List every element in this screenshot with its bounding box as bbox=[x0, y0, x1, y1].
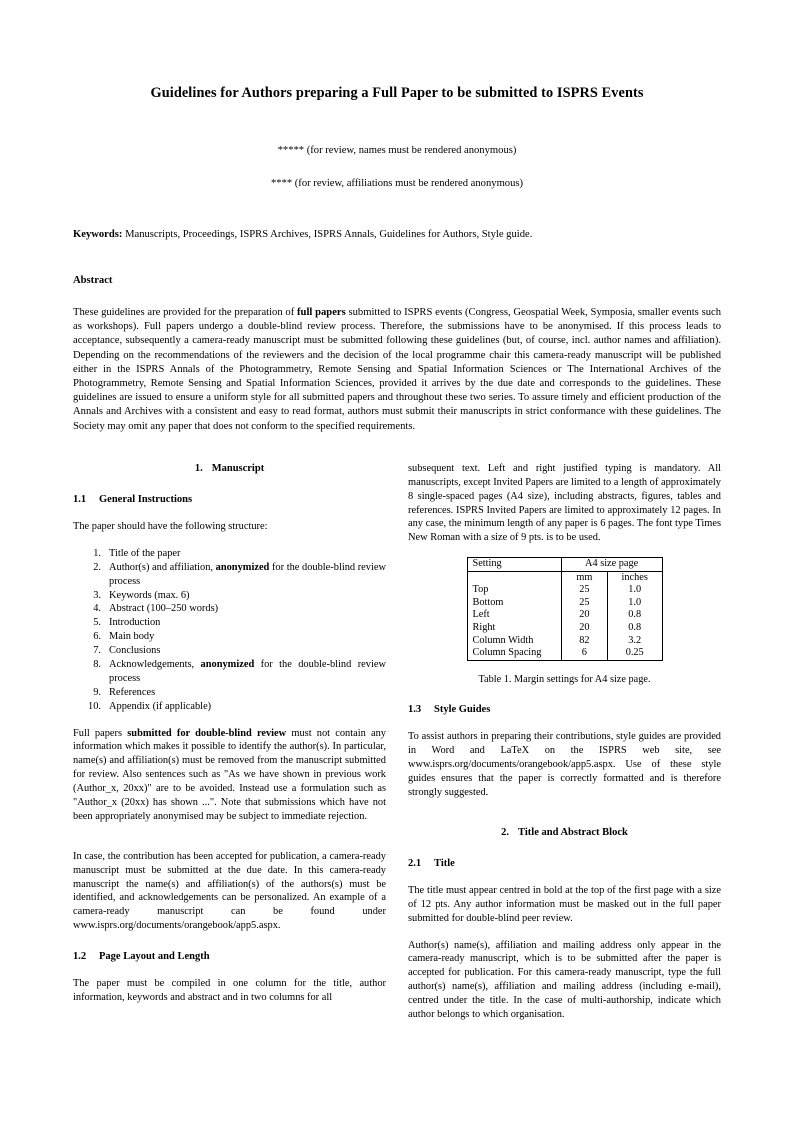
list-item-text: Author(s) and affiliation, bbox=[109, 561, 216, 573]
section-2-title: Title and Abstract Block bbox=[518, 826, 628, 838]
table-cell-inches: 3.2 bbox=[607, 635, 662, 648]
table-row bbox=[467, 622, 662, 635]
section-2-number: 2. bbox=[501, 826, 510, 838]
left-column bbox=[73, 462, 386, 1005]
anonymous-names-note: ***** (for review, names must be rendered anonymous) bbox=[277, 144, 517, 156]
list-item bbox=[73, 561, 386, 589]
table-units-blank bbox=[467, 571, 561, 584]
page-content bbox=[73, 85, 721, 1022]
list-item bbox=[73, 602, 386, 616]
author-rules-paragraph: Author(s) name(s), affiliation and mailing address only appear in the camera-ready manuscript, which is to be submitted after the paper is accepted for publication. For this camera-ready manuscript, type the full author(s) name(s), affiliation and mailing address (including e-mail), centred under the title. In the case of multi-authorship, indicate which author belongs to which organisation. bbox=[408, 939, 721, 1020]
page-layout-paragraph: The paper must be compiled in one column for the title, author information, keywords and abstract and in two columns for all bbox=[73, 978, 386, 1004]
table-cell-setting: Bottom bbox=[467, 597, 561, 610]
list-item bbox=[73, 700, 386, 714]
table-units-inches: inches bbox=[607, 571, 662, 584]
subsection-1-2-number: 1.2 bbox=[73, 951, 87, 963]
two-column-body bbox=[73, 462, 721, 1022]
double-blind-post: must not contain any information which makes it possible to identify the author(s). In particular, name(s) and affiliation(s) must be removed from the manuscript submitted for review. Also sentences such as "As we have shown in previous work (Author_x, 20xx)" are to be avoided. Instead use a formulation such as "Author_x (20xx) has shown ...". Note that submissions which have not been appropriately anonymised may be subject to immediate rejection. bbox=[73, 727, 387, 822]
camera-ready-paragraph: In case, the contribution has been accepted for publication, a camera-ready manuscript must be submitted at the due date. In this camera-ready manuscript the name(s) and affiliation(s) of the authors(s) must be identified, and acknowledgements can be personalized. An example of a camera-ready manuscript can be found under www.isprs.org/documents/orangebook/app5.aspx. bbox=[73, 850, 386, 932]
list-item-text: Appendix (if applicable) bbox=[109, 700, 212, 712]
table-header-row-units bbox=[467, 571, 662, 584]
section-1-title: Manuscript bbox=[211, 462, 265, 474]
table-cell-setting: Left bbox=[467, 609, 561, 622]
list-item-text-post: for the double-blind review process bbox=[109, 658, 386, 684]
anonymous-affiliations-note: **** (for review, affiliations must be rendered anonymous) bbox=[270, 177, 524, 189]
list-item-text: Abstract (100–250 words) bbox=[109, 603, 219, 615]
list-item-text: References bbox=[109, 686, 156, 698]
subsection-2-1-number: 2.1 bbox=[408, 857, 422, 869]
table-cell-setting: Right bbox=[467, 622, 561, 635]
list-item-text: Conclusions bbox=[109, 645, 161, 657]
section-heading-1 bbox=[73, 462, 386, 476]
abstract-text-part1: These guidelines are provided for the preparation of bbox=[73, 306, 298, 318]
structure-intro-paragraph: The paper should have the following structure: bbox=[73, 520, 268, 532]
table-header-row-primary bbox=[467, 558, 662, 572]
subsection-1-3-number: 1.3 bbox=[408, 704, 422, 716]
list-item bbox=[73, 589, 386, 603]
table-cell-inches: 0.8 bbox=[607, 609, 662, 622]
list-item bbox=[73, 686, 386, 700]
keywords-text: Manuscripts, Proceedings, ISPRS Archives, ISPRS Annals, Guidelines for Authors, Style guide. bbox=[125, 229, 533, 241]
table-header-setting: Setting bbox=[467, 558, 561, 572]
subsection-heading-1-3 bbox=[408, 703, 721, 717]
table-cell-inches: 1.0 bbox=[607, 584, 662, 597]
title-rules-paragraph: The title must appear centred in bold at the top of the first page with a size of 12 pts. Any author information must be masked out in the full paper submitted for double-blind peer review. bbox=[408, 884, 721, 924]
list-item bbox=[73, 547, 386, 561]
table-row bbox=[467, 609, 662, 622]
table-cell-mm: 25 bbox=[561, 597, 607, 610]
double-blind-paragraph bbox=[73, 727, 386, 824]
list-item-text: Acknowledgements, bbox=[109, 658, 201, 670]
list-item-text: Keywords (max. 6) bbox=[109, 589, 190, 601]
section-1-number: 1. bbox=[194, 462, 203, 474]
double-blind-pre: Full papers bbox=[73, 727, 128, 739]
subsection-1-2-title: Page Layout and Length bbox=[99, 951, 210, 963]
subsection-heading-1-1 bbox=[73, 493, 386, 507]
list-item bbox=[73, 616, 386, 630]
abstract-heading: Abstract bbox=[73, 274, 113, 286]
list-item bbox=[73, 658, 386, 686]
table-cell-mm: 20 bbox=[561, 622, 607, 635]
section-heading-2 bbox=[408, 826, 721, 840]
list-item-text: Introduction bbox=[109, 617, 161, 629]
table-units-mm: mm bbox=[561, 571, 607, 584]
subsection-2-1-title: Title bbox=[434, 857, 455, 869]
list-item-text: Title of the paper bbox=[109, 547, 181, 559]
abstract-body bbox=[73, 306, 721, 434]
subsection-1-1-title: General Instructions bbox=[99, 493, 193, 505]
list-item-bold: anonymized bbox=[215, 561, 270, 573]
double-blind-bold: submitted for double-blind review bbox=[127, 727, 287, 739]
margin-settings-table bbox=[467, 557, 663, 660]
subsection-heading-2-1 bbox=[408, 857, 721, 871]
table-cell-inches: 1.0 bbox=[607, 597, 662, 610]
paper-structure-list bbox=[73, 547, 386, 714]
subsection-1-3-title: Style Guides bbox=[434, 704, 491, 716]
keywords-label: Keywords: bbox=[73, 229, 123, 241]
table-row bbox=[467, 584, 662, 597]
table-cell-setting: Top bbox=[467, 584, 561, 597]
style-guides-paragraph: To assist authors in preparing their contributions, style guides are provided in Word and LaTeX on the ISPRS web site, see www.isprs.org/documents/orangebook/app5.aspx. Use of these style guides ensures that the paper is correctly formatted and is therefore strongly suggested. bbox=[408, 731, 721, 798]
subsection-heading-1-2 bbox=[73, 950, 386, 964]
table-header-page: A4 size page bbox=[561, 558, 662, 572]
continued-paragraph: subsequent text. Left and right justified typing is mandatory. All manuscripts, except Invited Papers are limited to a length of approximately 8 single-spaced pages (A4 size), including abstracts, figures, tables and references. ISPRS Invited Papers are limited to approximately 12 pages. In any case, the minimum length of any paper is 6 pages. The font type Times New Roman with a size of 9 pts. is to be used. bbox=[408, 462, 721, 544]
abstract-bold-term: full papers bbox=[297, 306, 346, 318]
table-cell-mm: 82 bbox=[561, 635, 607, 648]
table-caption: Table 1. Margin settings for A4 size page. bbox=[478, 673, 651, 685]
table-cell-inches: 0.8 bbox=[607, 622, 662, 635]
table-cell-mm: 20 bbox=[561, 609, 607, 622]
list-item-bold: anonymized bbox=[200, 658, 255, 670]
page-title: Guidelines for Authors preparing a Full Paper to be submitted to ISPRS Events bbox=[150, 85, 644, 101]
right-column bbox=[408, 462, 721, 1022]
table-cell-setting: Column Width bbox=[467, 635, 561, 648]
table-row bbox=[467, 635, 662, 648]
table-cell-setting: Column Spacing bbox=[467, 647, 561, 660]
abstract-text-part2: submitted to ISPRS events (Congress, Geospatial Week, Symposia, smaller events such as workshops). Full papers undergo a double-blind review process. Therefore, the submissions have to be anonymised. If this process leads to acceptance, subsequently a camera-ready manuscript must be submitted following these guidelines (but, of course, incl. author names and affiliation). Depending on the recommendations of the reviewers and the decision of the local programme chair this camera-ready manuscript will be published either in the ISPRS Annals of the Photogrammetry, Remote Sensing and Spatial Information Sciences or The International Archives of the Photogrammetry, Remote Sensing and Spatial Information Sciences, provided it arrives by the due date and corresponds to the guidelines. These guidelines are issued to ensure a uniform style for all submitted papers and throughout these two series. To assure timely and efficient production of the Annals and Archives with a consistent and easy to read format, authors must submit their manuscripts in strict conformance with these guidelines. The Society may omit any paper that does not conform to the specified requirements. bbox=[73, 306, 721, 432]
table-cell-mm: 25 bbox=[561, 584, 607, 597]
table-row bbox=[467, 647, 662, 660]
list-item bbox=[73, 644, 386, 658]
margin-settings-table-wrapper bbox=[408, 557, 721, 686]
keywords-line bbox=[73, 228, 721, 242]
list-item-text: Main body bbox=[109, 631, 155, 643]
table-row bbox=[467, 597, 662, 610]
subsection-1-1-number: 1.1 bbox=[73, 493, 87, 505]
table-cell-mm: 6 bbox=[561, 647, 607, 660]
table-cell-inches: 0.25 bbox=[607, 647, 662, 660]
list-item-text-post: for the double-blind review process bbox=[109, 561, 386, 587]
list-item bbox=[73, 630, 386, 644]
